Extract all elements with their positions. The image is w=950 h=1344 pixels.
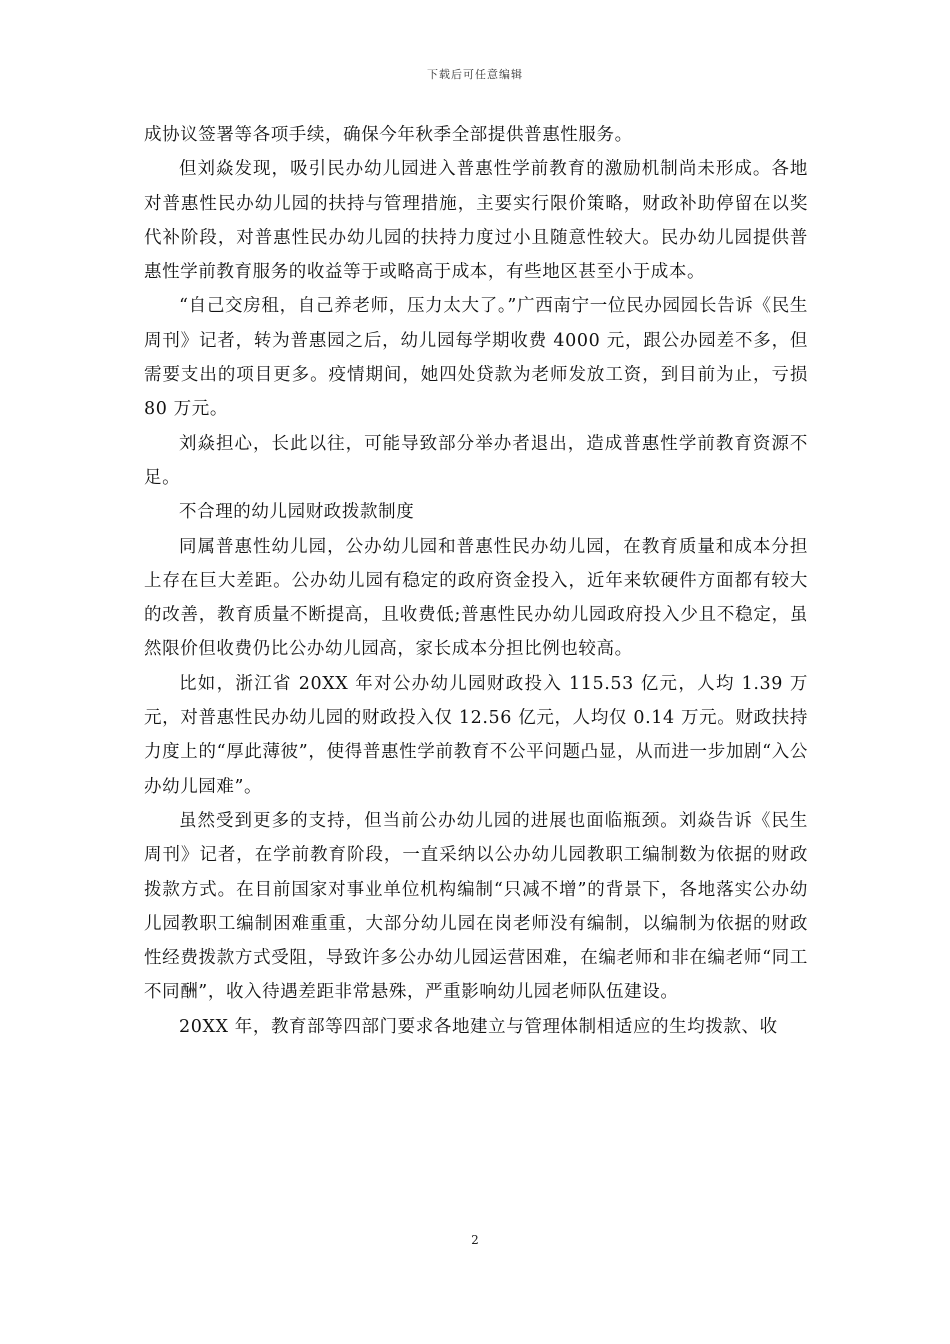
paragraph-incentive: 但刘焱发现，吸引民办幼儿园进入普惠性学前教育的激励机制尚未形成。各地对普惠性民办幼儿园的扶持与管理措施，主要实行限价策略，财政补助停留在以奖代补阶段，对普惠性民办幼儿园的扶持力度过小且随意性较大。民办幼儿园提供普惠性学前教育服务的收益等于或略高于成本，有些地区甚至小于成本。: [144, 159, 808, 283]
paragraph-zhejiang: 比如，浙江省 20XX 年对公办幼儿园财政投入 115.53 亿元，人均 1.39 万元，对普惠性民办幼儿园的财政投入仅 12.56 亿元，人均仅 0.14 万元。财政扶持力度上的“厚此薄彼”，使得普惠性学前教育不公平问题凸显，从而进一步加剧“入公办幼儿园难”。: [144, 673, 808, 797]
paragraph-quote: “自己交房租，自己养老师，压力太大了。”广西南宁一位民办园园长告诉《民生周刊》记者，转为普惠园之后，幼儿园每学期收费 4000 元，跟公办园差不多，但需要支出的项目更多。疫情期间，她四处贷款为老师发放工资，到目前为止，亏损 80 万元。: [144, 296, 808, 420]
section-heading: 不合理的幼儿园财政拨款制度: [179, 502, 415, 523]
page-header: 下载后可任意编辑: [427, 68, 523, 81]
paragraph-concern: 刘焱担心，长此以往，可能导致部分举办者退出，造成普惠性学前教育资源不足。: [144, 433, 808, 488]
paragraph-continuation: 成协议签署等各项手续，确保今年秋季全部提供普惠性服务。: [144, 125, 633, 145]
page-number: 2: [471, 1233, 479, 1247]
paragraph-bottleneck: 虽然受到更多的支持，但当前公办幼儿园的进展也面临瓶颈。刘焱告诉《民生周刊》记者，在学前教育阶段，一直采纳以公办幼儿园教职工编制数为依据的财政拨款方式。在目前国家对事业单位机构编制“只减不增”的背景下，各地落实公办幼儿园教职工编制困难重重，大部分幼儿园在岗老师没有编制，以编制为依据的财政性经费拨款方式受阻，导致许多公办幼儿园运营困难，在编老师和非在编老师“同工不同酬”，收入待遇差距非常悬殊，严重影响幼儿园老师队伍建设。: [144, 810, 808, 1003]
paragraph-ministry: 20XX 年，教育部等四部门要求各地建立与管理体制相适应的生均拨款、收: [179, 1016, 778, 1037]
paragraph-gap: 同属普惠性幼儿园，公办幼儿园和普惠性民办幼儿园，在教育质量和成本分担上存在巨大差距。公办幼儿园有稳定的政府资金投入，近年来软硬件方面都有较大的改善，教育质量不断提高，且收费低;普惠性民办幼儿园政府投入少且不稳定，虽然限价但收费仍比公办幼儿园高，家长成本分担比例也较高。: [144, 536, 808, 660]
document-body: [144, 118, 808, 1044]
